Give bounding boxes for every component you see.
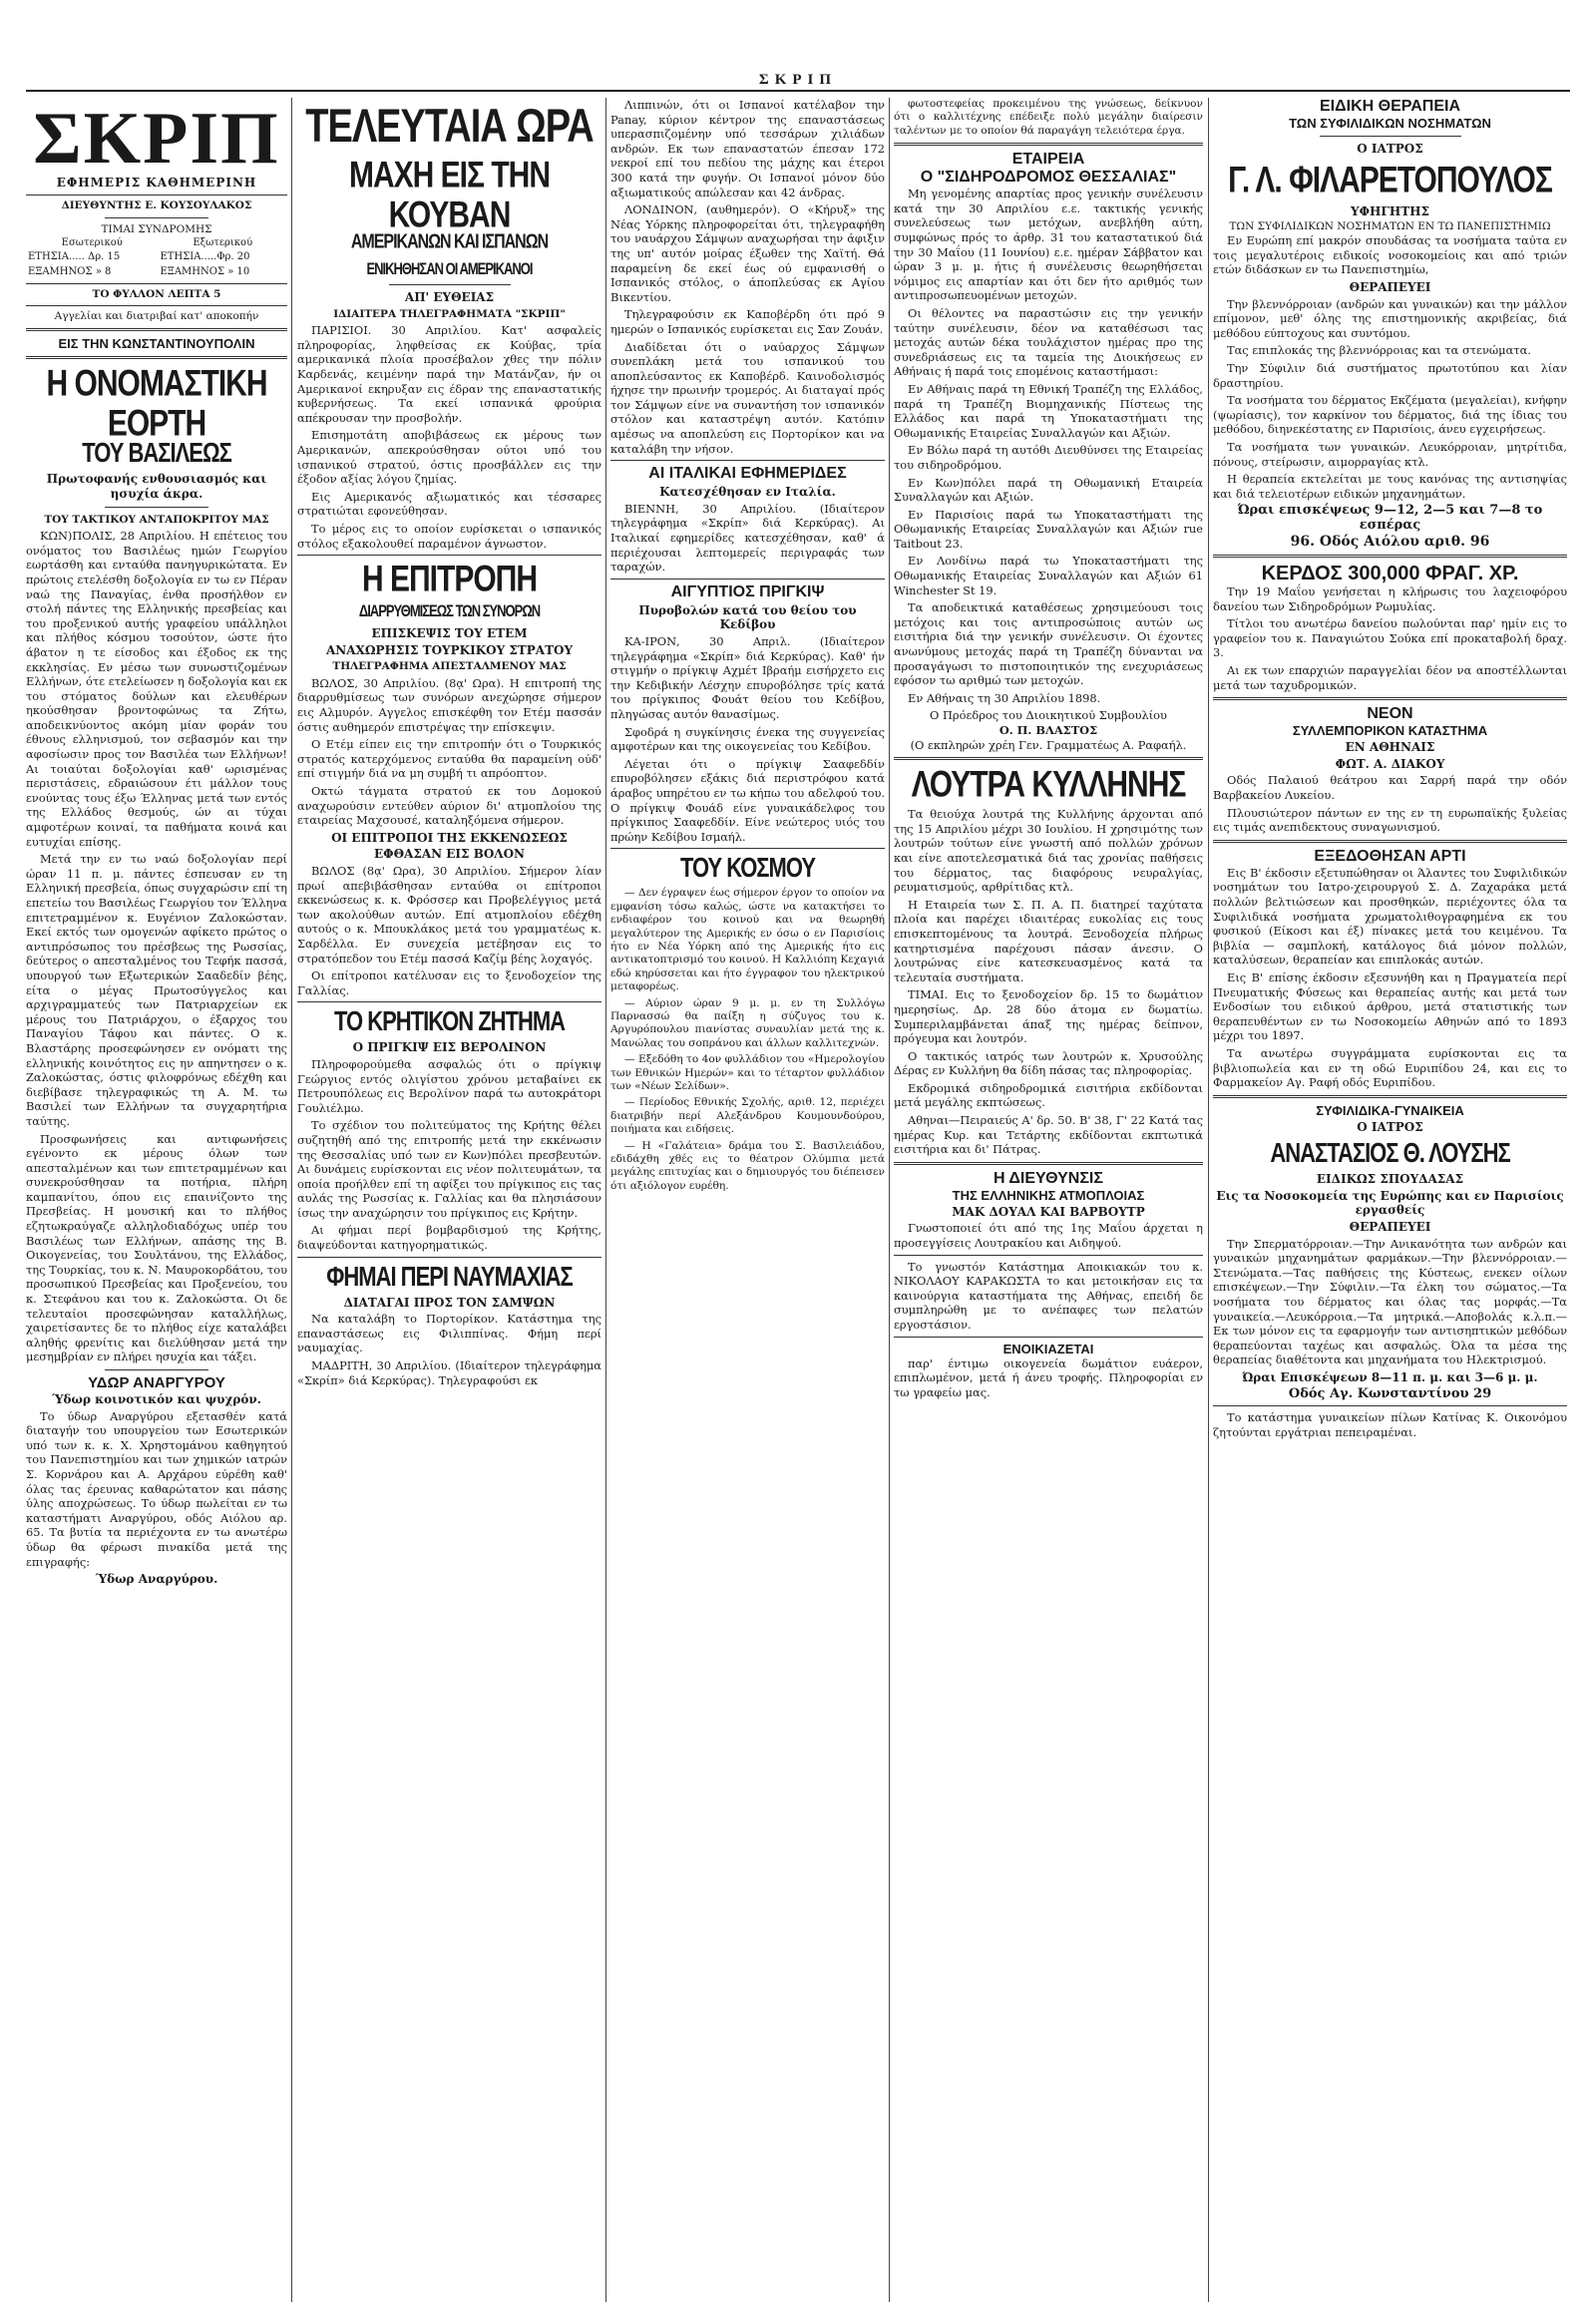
column-rule [291, 98, 292, 2302]
ad-heading: ΕΤΑΙΡΕΙΑ [1011, 151, 1085, 169]
subhead: ΑΝΑΧΩΡΗΣΙΣ ΤΟΥΡΚΙΚΟΥ ΣΤΡΑΤΟΥ [325, 642, 574, 657]
signature: (Ο εκπληρών χρέη Γεν. Γραμματέως Α. Ραφαήλ. [910, 737, 1187, 752]
ad-text: Το κατάστημα γυναικείων πίλων Κατίνας Κ. Οικονόμου ζητούνται εργάτριαι πεπειραμέναι. [1213, 1410, 1567, 1439]
ad-heading: ΣΥΦΙΛΙΔΙΚΑ-ΓΥΝΑΙΚΕΙΑ [1316, 1102, 1464, 1118]
article-paragraph: ΒΩΛΟΣ, 30 Απριλίου. (8ᾳ' Ωρα). Η επιτροπή της διαρρυθμίσεως των συνόρων ανεχώρησε σήμερον εις Αλμυρόν. Αγγελος επισκέφθη τον Ετέμ πασσάν όστις αυθημερόν επιστρέψας την επίσκεψιν. [297, 675, 601, 734]
article-paragraph: Εις Αμερικανός αξιωματικός και τέσσαρες στρατιώται εφονεύθησαν. [297, 489, 601, 519]
ad-subheading: 96. Οδός Αιόλου αριθ. 96 [1290, 534, 1490, 551]
headline: ΜΑΧΗ ΕΙΣ ΤΗΝ ΚΟΥΒΑΝ [348, 154, 550, 235]
article-paragraph: ΒΩΛΟΣ (8ᾳ' Ωρα), 30 Απριλίου. Σήμερον λίαν πρωί απεβιβάσθησαν ενταύθα οι επίτροποι εκκενώσεως κ. κ. Φρόσσερ και Προβελέγγιος μετά των ακολούθων αυτών. Επί ατμοπλοίου εδέχθη αυτούς ο κ. Μπουκλάκος μετά του γραμματέως κ. Σαρδέλλα. Εν συνεχεία μετέβησαν εις το στρατόπεδον του Ετέμ πασσά Καζίμ βέης λοχαγός. [297, 864, 601, 966]
sub-row: ΕΞΑΜΗΝΟΣ » 10 [160, 265, 250, 277]
sub-row: ΕΤΗΣΙΑ..... Δρ. 15 [28, 251, 121, 263]
article-paragraph: Οι επίτροποι κατέλυσαν εις το ξενοδοχείον της Γαλλίας. [297, 968, 601, 997]
article-paragraph: Οκτώ τάγματα στρατού εκ του Δομοκού αναχωρούσιν εντεύθεν αύριον δι' ατμοπλοίου της εταιρείας Μαχσουσέ, καταληξόμενα σήμερον. [297, 784, 601, 828]
column-3 [610, 98, 885, 2302]
article-paragraph: Αι φήμαι περί βομβαρδισμού της Κρήτης, διαψεύδονται κατηγορηματικώς. [297, 1223, 601, 1253]
ad-heading: ΛΟΥΤΡΑ ΚΥΛΛΗΝΗΣ [911, 763, 1186, 806]
subhead: Ο ΠΡΙΓΚΙΨ ΕΙΣ ΒΕΡΟΛΙΝΟΝ [352, 1040, 547, 1055]
sub-abroad: Εξωτερικού [193, 236, 253, 248]
ad-subheading: ΥΦΗΓΗΤΗΣ [1351, 203, 1429, 218]
ad-heading: ΣΥΛΛΕΜΠΟΡΙΚΟΝ ΚΑΤΑΣΤΗΜΑ [1292, 723, 1488, 739]
article-paragraph: — Αύριον ώραν 9 μ. μ. εν τη Συλλόγω Παρνασσώ θα παίξη η σύζυγος του κ. Αργυρόπουλου πιανίστας συναυλίαν μετά της κ. Μανώλας του σοπράνου και άλλων καλλιτεχνών. [610, 996, 885, 1049]
ads-note: Αγγελίαι και διατριβαί κατ' αποκοπήν [54, 310, 259, 323]
ad-text: Πλουσιώτερον πάντων εν της εν τη ευρωπαϊκής ξυλείας εις τιμάς ανεπιδεκτους συναγωνισμού. [1213, 805, 1567, 835]
ad-subheading: Οδός Αγ. Κωνσταντίνου 29 [1288, 1385, 1492, 1401]
article-paragraph: Λιππινών, ότι οι Ισπανοί κατέλαβον την Panay, κύριον κέντρον της επαναστάσεως υπερασπιζομένην υπό τεσσάρων χιλιάδων ανδρών. Εκ των επαναστατών έπεσαν 172 νεκροί επί του πεδίου της μάχης και έτεροι 300 κατά την φυγήν. Οι Ισπανοί μόνον δύο αξιωματικούς απώλεσαν και 42 άνδρας. [610, 98, 885, 199]
ad-text: Την Σύφιλιν διά συστήματος πρωτοτύπου και λίαν δραστηρίου. [1213, 360, 1567, 390]
ad-heading: ΥΔΩΡ ΑΝΑΡΓΥΡΟΥ [88, 1374, 225, 1391]
ad-subheading: ΤΩΝ ΣΥΦΙΛΙΔΙΚΩΝ ΝΟΣΗΜΑΤΩΝ ΕΝ ΤΩ ΠΑΝΕΠΙΣΤΗΜΙΩ [1229, 220, 1551, 233]
article-paragraph: Να καταλάβη το Πορτορίκον. Κατάστημα της επαναστάσεως εις Φιλιππίνας. Φήμη περί ναυμαχίας. [297, 1312, 601, 1355]
ad-text: Ο τακτικός ιατρός των λουτρών κ. Χρυσούλης Δέρας εν Κυλλήνη θα δίδη πάσας τας πληροφορίας. [894, 1048, 1203, 1078]
ad-subheading: Ο ΙΑΤΡΟΣ [1357, 1119, 1423, 1134]
subhead: ΑΠ' ΕΥΘΕΙΑΣ [404, 290, 495, 304]
column-rule [889, 98, 890, 2302]
article-paragraph: Ο Ετέμ είπεν εις την επιτροπήν ότι ο Τουρκικός στρατός κατερχόμενος ενταύθα θα παραμείνη ούδ' επί στιγμήν διά να μη συμβή τι απρόοπτον. [297, 737, 601, 781]
list-item: Εν Κων)πόλει παρά τη Οθωμανική Εταιρεία Συναλλαγών και Αξιών. [894, 475, 1203, 505]
ad-text: Εις Β' επίσης έκδοσιν εξεσυνήθη και η Πραγματεία περί Πνευματικής Φύσεως και θεραπείας αυτής και μετά των Ενδοσίων του ειδικού άρθρου, μετά στατιστικής των θεραπευθέντων εν τω Νοσοκομείω Αθηνών από το 1893 μέχρι του 1897. [1213, 969, 1567, 1043]
column-rule [605, 98, 606, 2302]
ad-text: Την 19 Μαΐου γενήσεται η κλήρωσις του λαχειοφόρου δανείου των Σιδηροδρόμων Ρωμυλίας. [1213, 584, 1567, 613]
ad-text: Εις Β' έκδοσιν εξετυπώθησαν οι Άλαντες του Συφιλιδικών νοσημάτων του Ιατρο-χειρουργού Σ. Δ. Ζαχαράκα μετά πολλών βελτιώσεων και προσθηκών, περιέχοντες όλα τα Συφιλιδικά νοσήματα χρωματολιθογραφημένα εκ του φυσικού (Είκοσι και έξ) πίνακες μετά του κειμένου. Τα βιβλία — σαμπλοκή, κατάλογος διά μόνον πολλών, καταλύσεων, θεραπείαν και επιπλοκάς αυτών. [1213, 865, 1567, 967]
ad-heading: ΝΕΟΝ [1367, 705, 1413, 723]
ad-heading: ΤΗΣ ΕΛΛΗΝΙΚΗΣ ΑΤΜΟΠΛΟΙΑΣ [952, 1187, 1145, 1203]
ad-text: Τίτλοι του ανωτέρω δανείου πωλούνται παρ' ημίν εις το γραφείον του κ. Παναγιώτου Σούκα επί προκαταβολή δραχ. 3. [1213, 616, 1567, 660]
headline: ΔΙΑΡΡΥΘΜΙΣΕΩΣ ΤΩΝ ΣΥΝΟΡΩΝ [358, 601, 541, 620]
article-paragraph: — Περίοδος Εθνικής Σχολής, αριθ. 12, περιέχει διατριβήν περί Αλεξάνδρου Κουμουνδούρου, ποιήματα και ειδήσεις. [610, 1096, 885, 1136]
ad-text: Μη γενομένης απαρτίας προς γενικήν συνέλευσιν κατά την 30 Απριλίου ε.ε. τακτικής γενικής συνελεύσεως των μετόχων, ανεβλήθη αύτη, συμφώνως πρός το άρθρ. 31 του καταστατικού διά την 30 Μαΐου (11 Ιουνίου) ε.ε. ημέραν Σάββατον και ώραν 3 μ. μ. ήτις ή συνέλευσις θεωρηθήσεται νόμιμος εις απαρτίαν και ότι δεν ήτο αριθμός των αντιπροσωπευομένων μετοχών. [894, 187, 1203, 303]
ad-subheading: ΘΕΡΑΠΕΥΕΙ [1349, 1220, 1431, 1235]
ad-subheading: ΦΩΤ. Α. ΔΙΑΚΟΥ [1335, 756, 1445, 771]
headline: Η ΕΠΙΤΡΟΠΗ [361, 558, 537, 600]
subhead: Πυροβολών κατά του θείου του Κεδίβου [638, 602, 857, 632]
ad-subheading: Ώραι επισκέψεως 9—12, 2—5 και 7—8 το εσπέρας [1237, 503, 1543, 533]
running-head: ΣΚΡΙΠ [758, 72, 838, 88]
column-4 [894, 98, 1203, 2302]
list-item: Εν Βόλω παρά τη αυτόθι Διευθύνσει της Εταιρείας του σιδηροδρόμου. [894, 443, 1203, 472]
ad-text: Η θεραπεία εκτελείται με τους κανόνας της αντισηψίας και διά τελειοτέρων ειδικών μηχανημάτων. [1213, 472, 1567, 501]
article-paragraph: ΒΙΕΝΝΗ, 30 Απριλίου. (Ιδιαίτερον τηλεγράφημα «Σκρίπ» διά Κερκύρας). Αι Ιταλικαί εφημερίδες κατεσχέθησαν, καθ' ά περιέχουσαι λεπτομερείς περιγραφάς των ταραχών. [610, 501, 885, 575]
director: ΔΙΕΥΘΥΝΤΗΣ Ε. ΚΟΥΣΟΥΛΑΚΟΣ [61, 198, 252, 211]
headline: ΑΙΓΥΠΤΙΟΣ ΠΡΙΓΚΙΨ [670, 582, 825, 600]
subhead: ΕΦΘΑΣΑΝ ΕΙΣ ΒΟΛΟΝ [373, 847, 526, 862]
lead: Πρωτοφανής ενθουσιασμός και ησυχία άκρα. [46, 472, 267, 501]
article-paragraph: Μετά την εν τω ναώ δοξολογίαν περί ώραν 11 π. μ. πάντες έσπευσαν εν τη Ελληνική πρεσβεία, όπως συγχαρώσιν επί τη επετείω του Βασιλέως Γεωργίου τον Έλληνα επιτετραμμένον κ. Ευγένιον Ζαλοκώσταν. Εκεί εκτός των ομογενών αφίκετο πρώτος ο αντιπρόσωπος του πρέσβεως της Ρωσσίας, δεύτερος ο απεσταλμένος του Τεφήκ πασσά, υπουργού των Εξωτερικών Σααδεδίν βέης, είτα ο μέγας Πρωτοσύγγελος και αρχιγραμματεύς των Πατριαρχείων εκ μέρους του Πατριάρχου, ο έξαρχος του Παναγίου Τάφου και πάντες. Ο κ. Βλαστάρης προσεφώνησεν εν ονόματι της ελληνικής κοινότητος εις ην απηντησεν ο κ. Ζαλοκώστας, όστις φιλοφρόνως εδέχθη και διεβίβασε τηλεγραφικώς τη Α. Μ. τω Βασιλεί των Ελλήνων τα συγχαρητήρια ταύτης. [26, 852, 287, 1128]
signature: Ο. Π. ΒΛΑΣΤΟΣ [998, 723, 1098, 737]
ad-subheading: Εις τα Νοσοκομεία της Ευρώπης και εν Παρισίοις εργασθείς [1216, 1188, 1564, 1218]
article-paragraph: ΚΩΝ)ΠΟΛΙΣ, 28 Απριλίου. Η επέτειος του ονόματος του Βασιλέως ημών Γεωργίου εωρτάσθη και ενταύθα πανηγυρικώτατα. Εν πρώτοις ετελέσθη δοξολογία εν τω εν Πέραν ναώ της Παναγίας, ένθα προσήλθον εν στολή πάντες της Ελληνικής πρεσβείας και του προξενικού αυτής γραφείου υπάλληλοι και πλήθος κόσμου τοσούτον, ώστε ήτο άβατον η τε είσοδος και έξοδος εκ της εκκλησίας. Εν μέσω των συνωστιζομένων Ελλήνων, ότε ετελείωσεν η δοξολογία και εκ του στόματος δούλων και ελευθέρων ηκούσθησαν βροντοφώνως τα Ζήτω, αποδεικνύοντος ακόμη μίαν φοράν του έθνους ελληνισμού, τον σεβασμόν και την αφοσίωσιν προς τον Βασιλέα των Ελλήνων! Αι τοιαύται δοξολογίαι καθ' ωρισμένας περιστάσεις, εδραιώσουν έτι μάλλον τους ενούντας τους έξω Έλληνας μετά των εντός της Ελλάδος θεσμούς, ών αι τύχαι αμφοτέρων κοιναί, τα παθήματα κοινά και ευτυχίαι επίσης. [26, 529, 287, 849]
ad-text: Αθηναι—Πειραιεύς Α' δρ. 50. Β' 38, Γ' 22 Κατά τας ημέρας Κυρ. και Τετάρτης εκδίδονται εκπτωτικά εισιτήρια και δι' Πάτρας. [894, 1113, 1203, 1157]
ad-text: Το ύδωρ Αναργύρου εξετασθέν κατά διαταγήν του υπουργείου των Εσωτερικών υπό των κ. κ. Χ. Χρηστομάνου καθηγητού του Πανεπιστημίου και των χημικών ιατρών Σ. Κορνάρου και Α. Αρχάρου εύρέθη καθ' όλας τας έρευνας καθαρώτατον και πάσης ύλης αποχρώσεως. Το ύδωρ πωλείται εν τω καταστήματι Αναργύρου, οδός Αιόλου αρ. 65. Τα βυτία τα περιέχοντα εν τω ανωτέρω ύδωρ θα φέρωσι πινακίδα μετά της επιγραφής: [26, 1408, 287, 1569]
issue-price: ΤΟ ΦΥΛΛΟΝ ΛΕΠΤΑ 5 [92, 288, 221, 301]
ad-subheading: Ύδωρ κοινοτικόν και ψυχρόν. [52, 1392, 261, 1406]
article-paragraph: — Δεν έγραψεν έως σήμερον έργον το οποίον να εμφανίση τόσω καλώς, ώστε να κατακτήσει το ενδιαφέρον του κοινού και να θεωρηθή μεγαλύτερον της Αμερικής εν όσω ο εν Παρισίοις ήτο εν Νέα Υόρκη από της Αμερικής ήτο εις αντικατοπτρισμό του κοινού. Η Καλλιόπη Κεχαγιά εδώ κηρύσσεται και ήτο έγγραφον του ηλεκτρικού μεταφορέως. [610, 887, 885, 993]
article-paragraph: φωτοστεφείας προκειμένου της γνώσεως, δείκνυον ότι ο καλλιτέχνης επέδειξε πολύ μεγάλην διαίρεσιν ταλέντων με το οποίον θά παραγάγη τελειότερα έργα. [894, 98, 1203, 137]
subhead: ΔΙΑΤΑΓΑΙ ΠΡΟΣ ΤΟΝ ΣΑΜΨΩΝ [343, 1295, 556, 1310]
signature: Ο Πρόεδρος του Διοικητικού Συμβουλίου [930, 708, 1167, 723]
subscription-table [26, 236, 287, 280]
ad-heading: ΕΙΔΙΚΗ ΘΕΡΑΠΕΙΑ [1320, 98, 1460, 115]
article-paragraph: ΜΑΔΡΙΤΗ, 30 Απριλίου. (Ιδιαίτερον τηλεγράφημα «Σκρίπ» διά Κερκύρας). Τηλεγραφούσι εκ [297, 1358, 601, 1387]
ad-heading: Ο "ΣΙΔΗΡΟΔΡΟΜΟΣ ΘΕΣΣΑΛΙΑΣ" [920, 169, 1177, 187]
ad-text: ΤΙΜΑΙ. Εις το ξενοδοχείον δρ. 15 το δωμάτιον ημερησίως. Δρ. 28 δύο άτομα εν δωματίω. Συμπεριλαμβάνεται άπαξ της ημέρας δείπνον, πρόγευμα και λουτρόν. [894, 987, 1203, 1046]
headline: ΤΟ ΚΡΗΤΙΚΟΝ ΖΗΤΗΜΑ [333, 1005, 566, 1037]
article-paragraph: ΛΟΝΔΙΝΟΝ, (αυθημερόν). Ο «Κήρυξ» της Νέας Υόρκης πληροφορείται ότι, τηλεγραφήθη του ναυάρχου Σάμψων αναχωρήσαι την άφιξιν της υπ' αυτόν μοίρας έξωθεν της Χαϊτή. Θά παραμείνη δε εκεί έως ού εμφανισθή ο Ισπανικός στόλος, ο άποπλεύσας εκ Αγίου Βικεντίου. [610, 202, 885, 304]
headline: ΤΕΛΕΥΤΑΙΑ ΩΡΑ [305, 100, 594, 154]
headline: Η ΟΝΟΜΑΣΤΙΚΗ ΕΟΡΤΗ [46, 363, 267, 445]
sub-row: ΕΤΗΣΙΑ.....Φρ. 20 [160, 251, 250, 263]
subscriptions-title: ΤΙΜΑΙ ΣΥΝΔΡΟΜΗΣ [101, 222, 212, 235]
ad-text: Οι θέλοντες να παραστώσιν εις την γενικήν ταύτην συνέλευσιν, δέον να καταθέσωσι τας μετοχάς αυτών δέκα τουλάχιστον ημέρας προ της συνεδριάσεως εις τα ταμεία της Διοικήσεως εν Αθήναις ή παρά τοις επομένοις καταστήμασι: [894, 305, 1203, 379]
headline-sub: ΤΟΥ ΒΑΣΙΛΕΩΣ [82, 437, 231, 469]
headline: ΑΜΕΡΙΚΑΝΩΝ ΚΑΙ ΙΣΠΑΝΩΝ [350, 231, 549, 253]
column-1 [26, 98, 287, 2302]
ad-text: Την Σπερματόρροιαν.—Την Ανικανότητα των ανδρών και γυναικών μηχανημάτων φαρμάκων.—Την βλεννόρροιαν.—Στενώματα.—Τας παθήσεις της Κύστεως, ενεκεν οίλων επισκέψεων.—Την Σύφιλιν.—Τα έλκη του σώματος.—Τα νοσήματα του δέρματος και όλας τας μορφάς.—Τα γυναικεία.—Λευκόρροια.—Τα μητρικά.—Αποβολάς κ.λ.π.—Εκ των μόνον εις τα εφαρμογήν των αντισηπτικών μεθόδων θεραπεύονται ταχέως και ασφαλώς. Όλα τα μέσα της θεραπείας διαθέτοντα και μηχανήματα του Ηλεκτρισμού. [1213, 1236, 1567, 1367]
ad-text: Τα θειούχα λουτρά της Κυλλήνης άρχονται από της 15 Απριλίου μέχρι 30 Ιουλίου. Η χρησιμότης των λουτρών τούτων είνε γνωστή από πολλών χρόνων και είνε αποτελεσματικά διά τας χρονίας παθήσεις του δέρματος, τας διαφόρους νευραλγίας, ρευματισμούς, αρθρίτιδας κτλ. [894, 807, 1203, 895]
ad-text: Εν Ευρώπη επί μακρόν σπουδάσας τα νοσήματα ταύτα εν τοις μεγαλυτέροις ειδικοίς νοσοκομείοις και από τριών ετών διδάσκων εν τω Πανεπιστημίω, [1213, 233, 1567, 277]
ad-heading: Η ΔΙΕΥΘΥΝΣΙΣ [994, 1169, 1103, 1187]
ad-text: Εν Αθήναις τη 30 Απριλίου 1898. [908, 690, 1101, 705]
ad-heading: ΕΞΕΔΟΘΗΣΑΝ ΑΡΤΙ [1314, 847, 1466, 865]
ad-text: Τα αποδεικτικά καταθέσεως χρησιμεύουσι τοις μετόχοις και τοις αντιπροσώποις αυτών ως εισιτήρια διά την γενικήν συνέλευσιν. Οι έχοντες ανωνύμους μετοχάς παρά τη Τραπέζη δύνανται να προσαγάγωσι το πιστοποιητικόν της ενεχυριάσεως εφόσον τω αριθμώ των μετοχών. [894, 600, 1203, 688]
subhead: ΤΗΛΕΓΡΑΦΗΜΑ ΑΠΕΣΤΑΛΜΕΝΟΥ ΜΑΣ [332, 660, 567, 673]
headline: ΤΟΥ ΚΟΣΜΟΥ [679, 852, 816, 884]
article-paragraph: Επισημοτάτη αποβιβάσεως εκ μέρους των Αμερικανών, απεκρούσθησαν ούτοι υπό του ισπανικού στρατού, όστις προσβάλλεν εις την έξοδον αξίας λόγου ζημίας. [297, 428, 601, 487]
article-paragraph: Διαδίδεται ότι ο ναύαρχος Σάμψων συνεπλάκη μετά του ισπανικού του αποπλεύσαντος εκ Καποβέρδ. Καινοδολισμός ήχησε την πρωινήν τρομερός. Αι διαταγαί πρός τον Σάμψων είνε να συναντήση τον ισπανικόν στόλον και καταστρέψη αυτόν. Κατόπιν αμέσως να αποπλεύση εις Πορτορίκον και να καταλάβη την νήσον. [610, 339, 885, 456]
article-paragraph: ΠΑΡΙΣΙΟΙ. 30 Απριλίου. Κατ' ασφαλείς πληροφορίας, ληφθείσας εκ Κούβας, τρία αμερικανικά πλοία προσέβαλον χθες την πόλιν Καρδενάς, κειμένην παρά την Ματάνζαν, ήν οι Αμερικανοί εκηρυξαν εις έδραν της επαναστατικής κυβερνήσεως. Τα εκεί ισπανικά φρούρια απέκρουσαν την προσβολήν. [297, 323, 601, 425]
ad-text: Η Εταιρεία των Σ. Π. Α. Π. διατηρεί ταχύτατα πλοία και παρέχει ιδιαιτέρας ευκολίας εις τους επισκεπτομένους τα λουτρά. Ξενοδοχεία πλήρως κατηρτισμένα παρέχουσι πάσαν άνεσιν. Ο λουτρώνας είνε κατεσκευασμένος κατά τα τελευταία συστήματα. [894, 897, 1203, 984]
ad-subheading: Ώραι Επισκέψεων 8—11 π. μ. και 3—6 μ. μ. [1242, 1370, 1538, 1384]
article-paragraph: Το σχέδιον του πολιτεύματος της Κρήτης θέλει συζητηθή από της επιτροπής μετά την εκκένωσιν της Θεσσαλίας υπό των εν Κων)πόλει πρεσβευτών. Αι δυνάμεις ευρίσκονται εις νέον πολιτευμάτων, τα οποία προήλθεν επί τη αφίξει του πρίγκιπος εις τας αυλάς της Ρωσσίας κ. Γαλλίας και θα πλησιάσουν ίσως την αναχώρησιν του πρίγκιπος εις Κρήτην. [297, 1118, 601, 1220]
byline: ΤΟΥ ΤΑΚΤΙΚΟΥ ΑΝΤΑΠΟΚΡΙΤΟΥ ΜΑΣ [44, 513, 269, 526]
article-paragraph: ΚΑ-ΙΡΟΝ, 30 Απριλ. (Ιδιαίτερον τηλεγράφημα «Σκρίπ» διά Κερκύρας). Καθ' ήν στιγμήν ο πρίγκιψ Αχμέτ Ιβραήμ εισήρχετο εις την Κεδιβικήν Λέσχην επυροβόλησε τρίς κατά του πρίγκιπος Φουάτ θείου του Κεδίβου, πληγώσας αυτόν θανασίμως. [610, 634, 885, 721]
ad-text: Τα νοσήματα των γυναικών. Λευκόρροιαν, μητρίτιδα, πόνους, στείρωσιν, αιμορραγίας κτλ. [1213, 439, 1567, 469]
ad-text: Οδός Παλαιού θεάτρου και Σαρρή παρά την οδόν Βαρβακείου Λυκείου. [1213, 773, 1567, 802]
subhead: ΟΙ ΕΠΙΤΡΟΠΟΙ ΤΗΣ ΕΚΚΕΝΩΣΕΩΣ [331, 830, 568, 845]
article-paragraph: Πληροφορούμεθα ασφαλώς ότι ο πρίγκιψ Γεώργιος εντός ολιγίστου χρόνου μεταβαίνει εκ Πετρουπόλεως εις Βερολίνον παρά τω αυτοκράτορι Γουλιέλμω. [297, 1056, 601, 1115]
ad-heading: ΚΕΡΔΟΣ 300,000 ΦΡΑΓ. ΧΡ. [1261, 563, 1519, 585]
sub-row: ΕΞΑΜΗΝΟΣ » 8 [28, 265, 112, 277]
list-item: Εν Αθήναις παρά τη Εθνική Τραπέζη της Ελλάδος, παρά τη Τραπέζη Βιομηχανικής Πίστεως της Ελλάδος και παρά τη Υποκαταστήματι της Οθωμανικής Εταιρείας Συναλλαγών και Αξιών. [894, 381, 1203, 440]
top-rule [26, 90, 1570, 92]
article-paragraph: Τηλεγραφούσιν εκ Καποβέρδη ότι πρό 9 ημερών ο Ισπανικός ευρίσκεται εις Σαν Ζουάν. [610, 307, 885, 336]
ad-subheading: ΕΝ ΑΘΗΝΑΙΣ [1345, 740, 1435, 755]
section-heading: ΕΙΣ ΤΗΝ ΚΩΝΣΤΑΝΤΙΝΟΥΠΟΛΙΝ [58, 336, 255, 352]
ad-text: Το γνωστόν Κατάστημα Αποικιακών του κ. ΝΙΚΟΛΑΟΥ ΚΑΡΑΚΩΣΤΑ το και μετοικήσαν εις τα καινούργια καταστήματα της Αθήνας, επειδή δε συμπληρώθη με το ανέπαφες των πελατών εργοστάσιον. [894, 1259, 1203, 1332]
ad-heading: Γ. Λ. ΦΙΛΑΡΕΤΟΠΟΥΛΟΣ [1228, 159, 1552, 200]
ad-text: Την βλεννόρροιαν (ανδρών και γυναικών) και την μάλλον επίμονον, μεθ' όλης της επιστημονικής ακριβείας, διά μεθόδου εύπτοχους και συντόμου. [1213, 296, 1567, 340]
ad-text: Αι εκ των επαρχιών παραγγελίαι δέον να αποστέλλωνται μετά των ταχυδρομικών. [1213, 663, 1567, 692]
ad-subheading: Ο ΙΑΤΡΟΣ [1357, 142, 1423, 156]
list-item: Εν Λονδίνω παρά τω Υποκαταστήματι της Οθωμανικής Εταιρείας Συναλλαγών και Αξιών 61 Winchester St 19. [894, 554, 1203, 597]
ad-text: Τας επιπλοκάς της βλεννόρροιας και τα στενώματα. [1227, 343, 1531, 358]
column-2 [297, 98, 601, 2302]
ad-text: Εκδρομικά σιδηροδρομικά εισιτήρια εκδίδονται μετά μεγάλης εκπτώσεως. [894, 1080, 1203, 1110]
article-paragraph: — Εξεδόθη το 4ον φυλλάδιον του «Ημερολογίου των Εθνικών Ημερών» και το τέταρτον φυλλάδιον των «Νέων Σελίδων». [610, 1053, 885, 1092]
ad-sign: Ύδωρ Αναργύρου. [95, 1572, 218, 1587]
sub-inland: Εσωτερικού [61, 236, 123, 248]
masthead-subtitle: ΕΦΗΜΕΡΙΣ ΚΑΘΗΜΕΡΙΝΗ [56, 176, 257, 190]
headline: ΦΗΜΑΙ ΠΕΡΙ ΝΑΥΜΑΧΙΑΣ [326, 1260, 573, 1292]
subhead: ΙΔΙΑΙΤΕΡΑ ΤΗΛΕΓΡΑΦΗΜΑΤΑ "ΣΚΡΙΠ" [333, 307, 566, 320]
ad-subheading: ΜΑΚ ΔΟΥΑΛ ΚΑΙ ΒΑΡΒΟΥΤΡ [952, 1204, 1145, 1219]
article-paragraph: Σφοδρά η συγκίνησις ένεκα της συγγενείας αμφοτέρων και της οικογενείας του Κεδίβου. [610, 724, 885, 754]
ad-subheading: ΘΕΡΑΠΕΥΕΙ [1349, 279, 1431, 294]
ad-text: Γνωστοποιεί ότι από της 1ης Μαΐου άρχεται η προσεγγίσεις Λουτρακίου και Αιδηψού. [894, 1221, 1203, 1251]
subhead: Κατεσχέθησαν εν Ιταλία. [659, 485, 836, 500]
ad-subheading: ΕΙΔΙΚΩΣ ΣΠΟΥΔΑΣΑΣ [1316, 1172, 1464, 1187]
ad-text: Τα ανωτέρω συγγράμματα ευρίσκονται εις τα βιβλιοπωλεία και εν τη οδώ Ευριπίδου 24, και εις το Φαρμακείον Αγ. Ραφή οδός Ευριπίδου. [1213, 1045, 1567, 1090]
column-5 [1213, 98, 1567, 2302]
article-paragraph: Λέγεται ότι ο πρίγκιψ Σααφεδδίν επυροβόλησεν εξάκις διά περιστρόφου κατά άραβος υπηρέτου εν τω κήπω του αδελφού του. Ο πρίγκιψ Φουάδ είνε γυναικάδελφος του πρίγκιπος Σααφεδδίν. Είνε νεώτερος υιός του πρώην Κεδίβου Ισμαήλ. [610, 756, 885, 844]
masthead: ΣΚΡΙΠ [33, 98, 280, 180]
article-paragraph: Το μέρος εις το οποίον ευρίσκεται ο ισπανικός στόλος εξακολουθεί παραμένον άγνωστον. [297, 521, 601, 551]
ad-heading: ΤΩΝ ΣΥΦΙΛΙΔΙΚΩΝ ΝΟΣΗΜΑΤΩΝ [1289, 116, 1491, 131]
headline: ΕΝΙΚΗΘΗΣΑΝ ΟΙ ΑΜΕΡΙΚΑΝΟΙ [366, 259, 533, 278]
article-paragraph: Προσφωνήσεις και αντιφωνήσεις εγένοντο εκ μέρους όλων των απεσταλμένων και των επιτετραμμένων και συνεκρούσθησαν τα ποτήρια, πλήρη καμπανίτου, όπου εις επαινίζοντο της Πρεσβείας. Η μουσική και το πλήθος εζητωκραύγαζε αλληλοδιαδόχως υπέρ του Βασιλέως των Ελλήνων, απάσης της Β. Οικογενείας, του Σουλτάνου, της Ελλάδος, της Τουρκίας, του κ. Ν. Μαυροκορδάτου, του προσωπικού Πρεσβείας και Προξενείου, του κ. Στεφάνου και του κ. Ζαλοκώστα. Οι δε τελευταίοι προσεφώνησαν καταλλήλως, χαιρετίσαντες δε το πλήθος είχε καταλάβει αληθής φρενίτις και διελύθησαν μετά την μεσημβρίαν εν πλήρει ησυχία και τάξει. [26, 1131, 287, 1364]
headline: ΑΙ ΙΤΑΛΙΚΑΙ ΕΦΗΜΕΡΙΔΕΣ [648, 465, 847, 483]
ad-heading: ΑΝΑΣΤΑΣΙΟΣ Θ. ΛΟΥΣΗΣ [1270, 1137, 1510, 1169]
newspaper-page [26, 72, 1570, 2302]
ad-text: Τα νοσήματα του δέρματος Εκζέματα (μεγαλείαι), κνήφην (ψωρίασις), τον καρκίνον του δέρματος, διά της ίδιας του μεθόδου, διηνεκέστατης εν Παρισίοις, άνευ εγχειρήσεως. [1213, 393, 1567, 437]
column-rule [1208, 98, 1209, 2302]
ad-heading: ΕΝΟΙΚΙΑΖΕΤΑΙ [1002, 1341, 1094, 1356]
subhead: ΕΠΙΣΚΕΨΙΣ ΤΟΥ ΕΤΕΜ [371, 626, 528, 641]
list-item: Εν Παρισίοις παρά τω Υποκαταστήματι της Οθωμανικής Εταιρείας Συναλλαγών και Αξιών rue Taitbout 23. [894, 507, 1203, 551]
ad-text: παρ' έντιμω οικογενεία δωμάτιον ευάερον, επιπλωμένον, μετά ή άνευ τροφής. Πληροφορίαι εν τω γραφείω μας. [894, 1355, 1203, 1399]
article-paragraph: — Η «Γαλάτεια» δράμα του Σ. Βασιλειάδου, εδιδάχθη χθές εις το θέατρον Ολύμπια μετά μεγάλης επιτυχίας και ο δημιουργός του διέπεισεν ότι αξιόλογον ευρέθη. [610, 1139, 885, 1192]
